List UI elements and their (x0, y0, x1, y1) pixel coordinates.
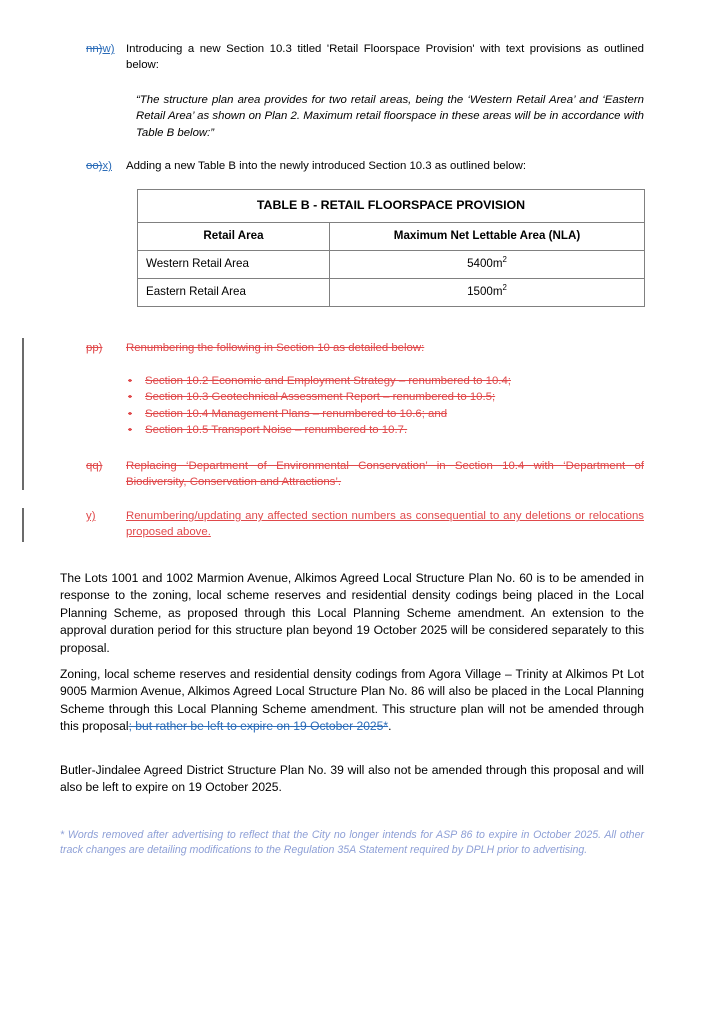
table-cell-area-western: Western Retail Area (138, 251, 330, 279)
list-item-x-marker (86, 158, 112, 174)
nla-value-western: 5400m (467, 257, 503, 270)
bullet-text: Section 10.4 Management Plans – renumbered to 10.6; and (145, 407, 448, 420)
list-item (128, 422, 644, 438)
list-item-w (86, 41, 644, 73)
paragraph-asp-86-kept: Zoning, local scheme reserves and residential density codings from Agora Village – Trinity at Alkimos Pt Lot 9005 Marmion Avenue, Alkimos Agreed Local Structure Plan No. 86 will also be placed in the Local Planning Scheme through this Local Planning Scheme amendment. This structure plan will not be amended through this proposal (60, 667, 644, 734)
table-cell-nla-eastern (330, 279, 645, 307)
list-item-w-text: Introducing a new Section 10.3 titled 'Retail Floorspace Provision' with text provisions as outlined below: (126, 43, 644, 72)
footnote-asterisk-note: * Words removed after advertising to reflect that the City no longer intends for ASP 86 to expire in October 2025. All other track changes are detailing modifications to the Regulation 35A Statement required by DPLH prior to advertising. (60, 829, 644, 857)
list-item-qq (86, 458, 644, 490)
list-item-y-text: Renumbering/updating any affected section numbers as consequential to any deletions or relocations proposed above. (126, 510, 644, 539)
bullet-text: Section 10.2 Economic and Employment Strategy – renumbered to 10.4; (145, 375, 511, 387)
list-item-y (86, 508, 644, 540)
list-item (128, 389, 644, 405)
list-item-qq-text: Replacing ‘Department of Environmental Conservation’ in Section 10.4 with ‘Department of Biodiversity, Conservation and Attractions’. (126, 460, 644, 489)
list-item-y-marker: y) (86, 510, 96, 522)
table-header-max-nla: Maximum Net Lettable Area (NLA) (330, 223, 645, 251)
table-b-retail-floorspace (137, 189, 645, 307)
bullet-dot-icon: • (128, 424, 132, 437)
table-header-row (138, 223, 645, 251)
paragraph-asp-86-deleted: ; but rather be left to expire on 19 October 2025* (128, 719, 389, 734)
list-item-pp (86, 340, 644, 356)
paragraph-asp-86 (60, 666, 644, 736)
quoted-provision-text: “The structure plan area provides for two retail areas, being the ‘Western Retail Area’ and ‘Eastern Retail Area’ as shown on Plan 2. Maximum retail floorspace in these areas will be in accordance with Table B below:” (136, 94, 644, 139)
table-cell-area-eastern: Eastern Retail Area (138, 279, 330, 307)
paragraph-asp-60: The Lots 1001 and 1002 Marmion Avenue, Alkimos Agreed Local Structure Plan No. 60 is to be amended in response to the zoning, local scheme reserves and residential density codings being placed in the Local Planning Scheme, as proposed through this Local Planning Scheme amendment. An extension to the approval duration period for this structure plan beyond 19 October 2025 will be considered separately to this proposal. (60, 571, 644, 655)
nla-exponent-eastern: 2 (502, 283, 507, 293)
renumbering-bullet-list (128, 373, 644, 439)
list-item-pp-marker: pp) (86, 342, 103, 354)
table-row (138, 279, 645, 307)
list-item-w-marker (86, 41, 115, 57)
inserted-marker-w: w) (102, 43, 115, 55)
list-item-qq-marker: qq) (86, 460, 103, 472)
inserted-marker-x: x) (102, 160, 112, 172)
deleted-marker-oo: oo) (86, 160, 103, 172)
paragraph-asp-86-tail: . (388, 719, 392, 734)
bullet-dot-icon: • (128, 391, 132, 404)
table-b-title: TABLE B - RETAIL FLOORSPACE PROVISION (138, 190, 645, 223)
nla-value-eastern: 1500m (467, 285, 503, 298)
paragraph-dsp-39: Butler-Jindalee Agreed District Structure Plan No. 39 will also not be amended through this proposal and will also be left to expire on 19 October 2025. (60, 763, 644, 795)
table-cell-nla-western (330, 251, 645, 279)
change-bar-margin-2 (22, 508, 24, 542)
list-item-x (86, 158, 644, 174)
list-item-x-text: Adding a new Table B into the newly introduced Section 10.3 as outlined below: (126, 160, 526, 172)
table-header-retail-area: Retail Area (138, 223, 330, 251)
deleted-marker-nn: nn) (86, 43, 103, 55)
bullet-text: Section 10.3 Geotechnical Assessment Report – renumbered to 10.5; (145, 391, 496, 404)
list-item (128, 373, 644, 389)
bullet-dot-icon: • (128, 407, 132, 420)
table-title-row (138, 190, 645, 223)
table-row (138, 251, 645, 279)
change-bar-margin-1 (22, 338, 24, 490)
list-item (128, 406, 644, 422)
list-item-pp-text: Renumbering the following in Section 10 as detailed below: (126, 342, 425, 354)
nla-exponent-western: 2 (502, 255, 507, 265)
bullet-text: Section 10.5 Transport Noise – renumbered to 10.7. (145, 424, 408, 437)
bullet-dot-icon: • (128, 375, 132, 387)
